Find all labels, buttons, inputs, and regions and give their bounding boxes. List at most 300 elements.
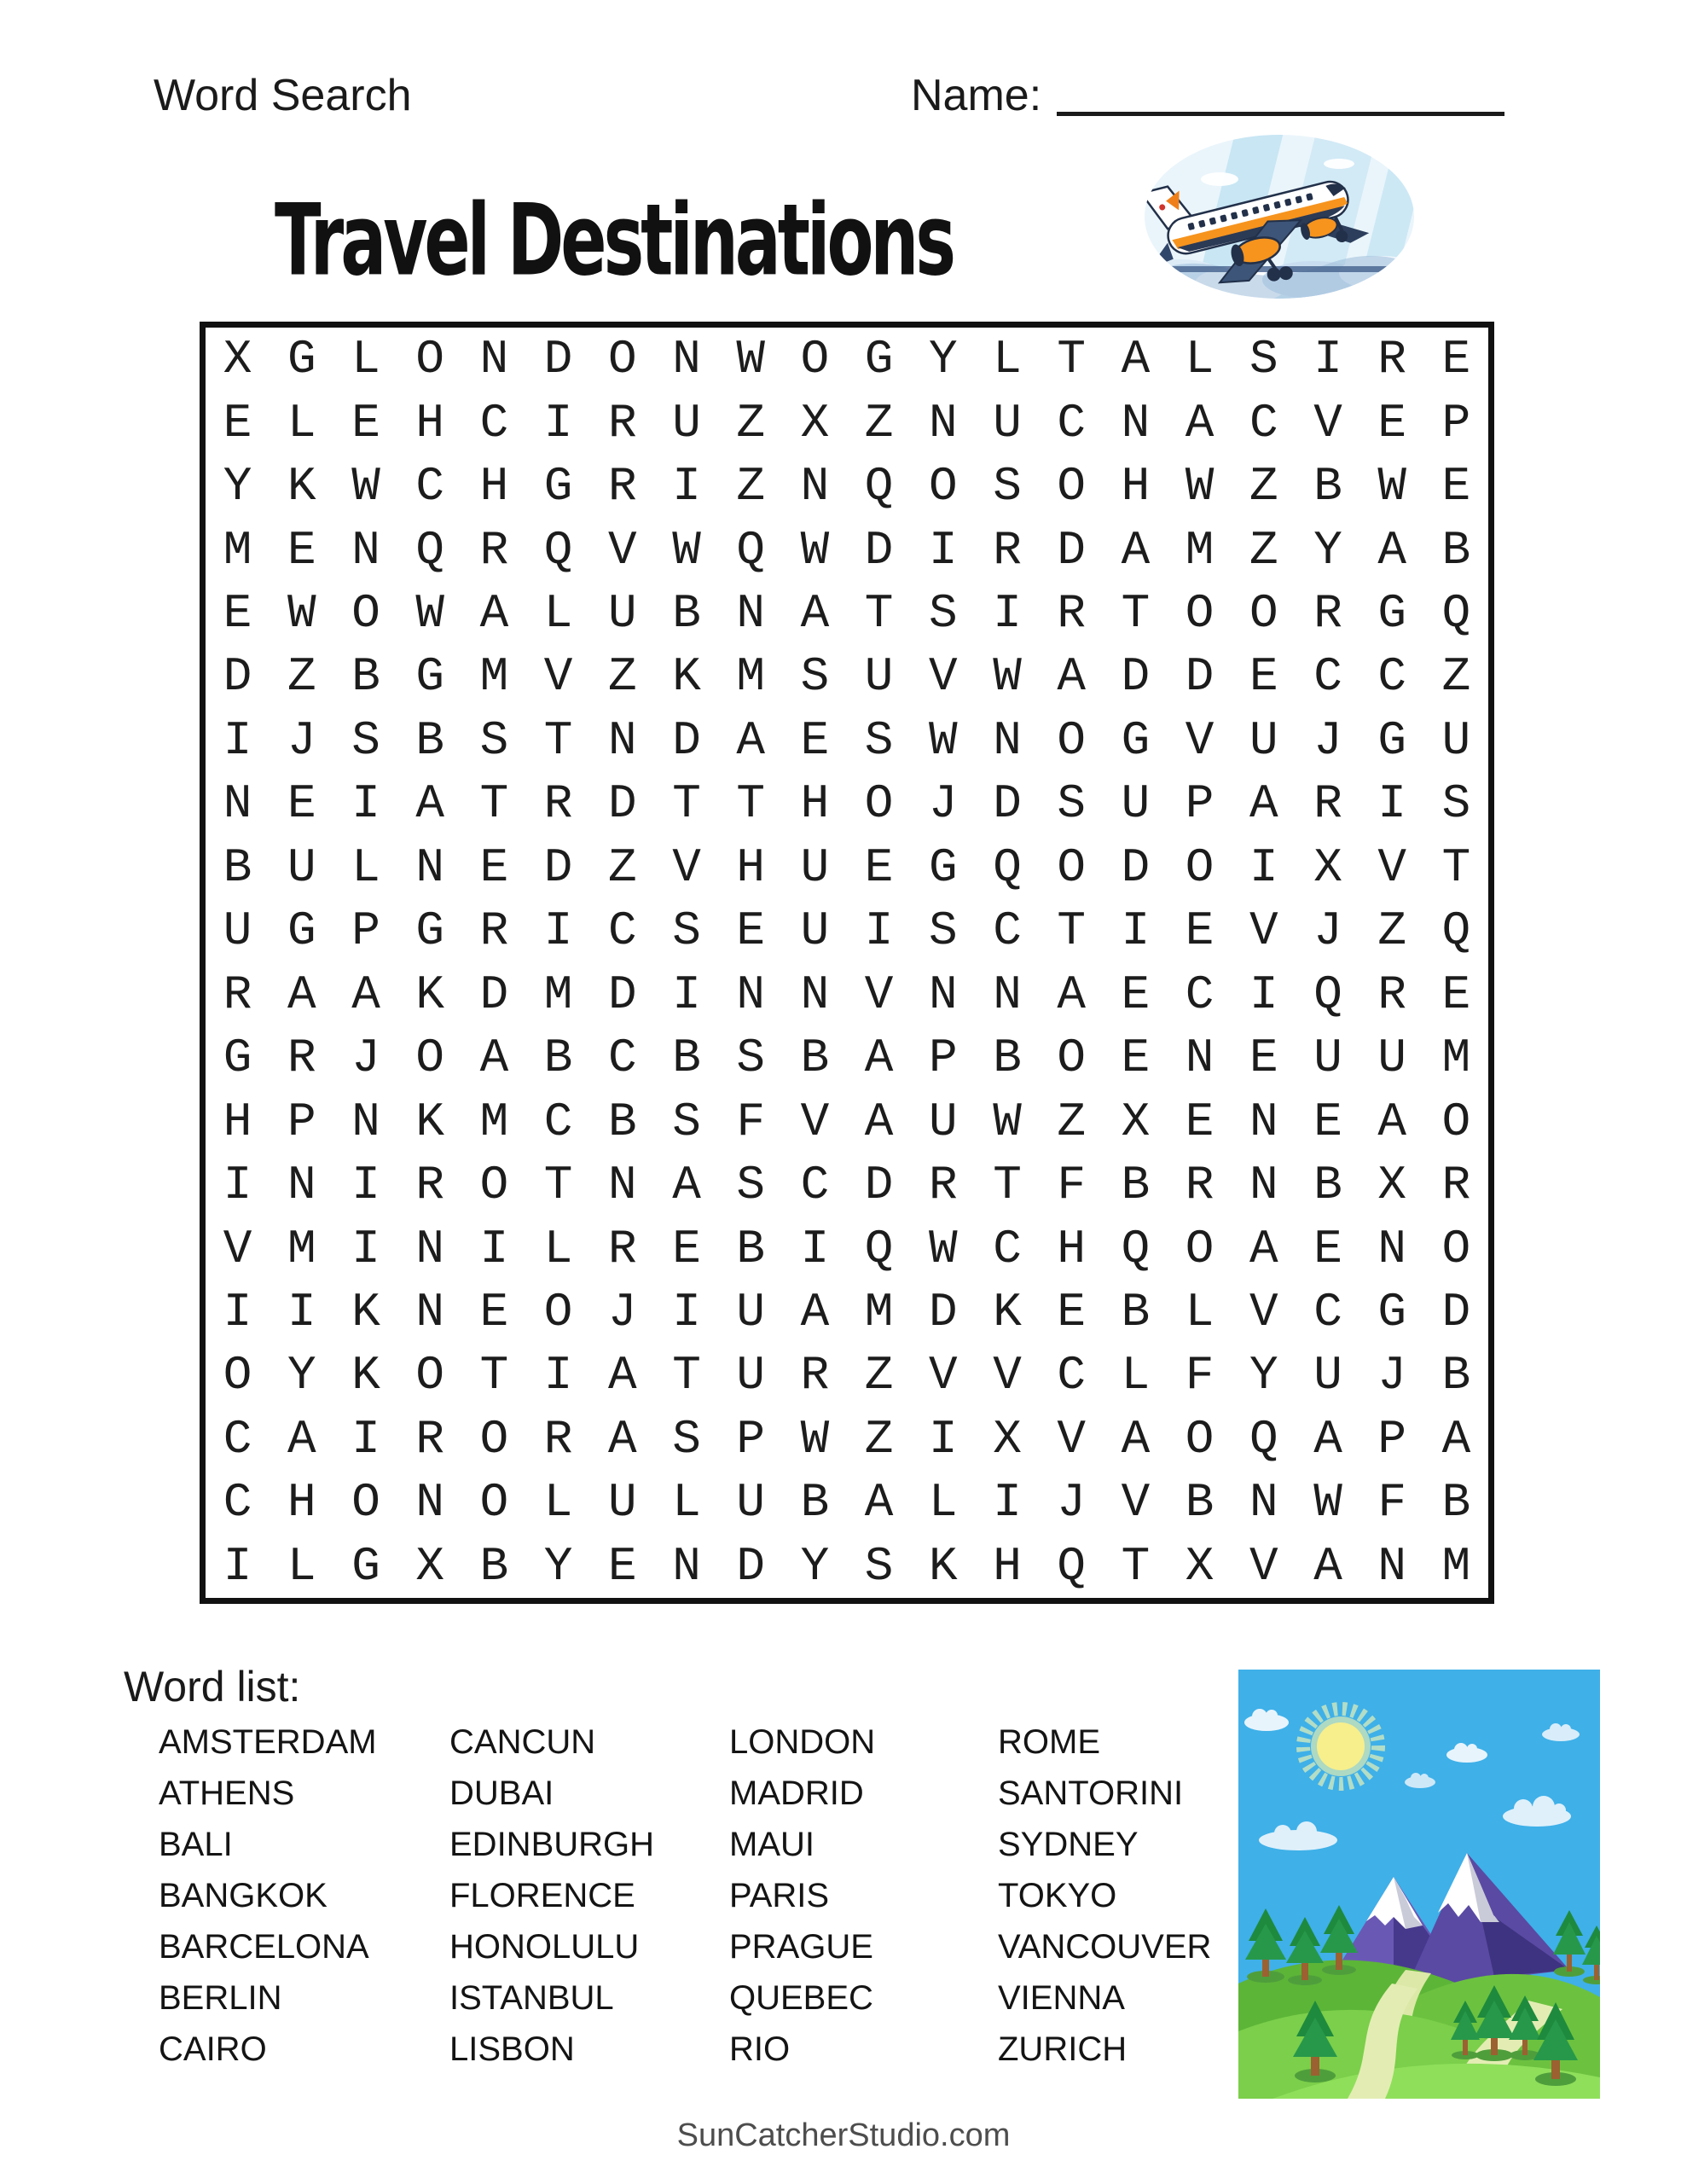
grid-letter: W	[800, 522, 830, 578]
word-list-item: ROME	[998, 1723, 1100, 1761]
grid-letter: L	[928, 1475, 958, 1531]
grid-letter: L	[1121, 1348, 1151, 1403]
grid-letter: O	[415, 1031, 444, 1086]
grid-letter: R	[1441, 1158, 1471, 1213]
grid-letter: X	[1121, 1094, 1151, 1149]
grid-letter: W	[287, 586, 316, 642]
grid-letter: B	[415, 712, 444, 768]
grid-letter: O	[479, 1475, 509, 1531]
word-list-item: PRAGUE	[729, 1928, 873, 1966]
grid-letter: T	[736, 776, 765, 832]
grid-letter: B	[1185, 1475, 1215, 1531]
grid-letter: O	[864, 776, 894, 832]
grid-letter: C	[800, 1158, 830, 1213]
grid-letter: S	[479, 712, 509, 768]
grid-letter: Q	[864, 459, 894, 514]
grid-letter: I	[287, 1284, 316, 1339]
grid-letter: N	[1377, 1538, 1406, 1594]
grid-letter: G	[1377, 1284, 1406, 1339]
grid-letter: I	[543, 903, 573, 959]
grid-letter: V	[928, 649, 958, 705]
grid-letter: T	[479, 776, 509, 832]
grid-letter: L	[993, 332, 1022, 387]
grid-letter: U	[736, 1475, 765, 1531]
grid-letter: A	[672, 1158, 701, 1213]
grid-letter: N	[800, 459, 830, 514]
grid-letter: I	[1377, 776, 1406, 832]
grid-letter: I	[351, 1158, 380, 1213]
grid-letter: E	[1121, 967, 1151, 1022]
grid-letter: I	[672, 1284, 701, 1339]
grid-letter: O	[1185, 1221, 1215, 1276]
grid-letter: Q	[1441, 586, 1471, 642]
grid-letter: X	[800, 395, 830, 450]
grid-letter: A	[607, 1411, 637, 1467]
grid-letter: V	[928, 1348, 958, 1403]
grid-letter: W	[1313, 1475, 1342, 1531]
grid-letter: R	[415, 1158, 444, 1213]
grid-letter: Z	[1377, 903, 1406, 959]
grid-letter: A	[607, 1348, 637, 1403]
grid-letter: X	[415, 1538, 444, 1594]
grid-letter: D	[864, 1158, 894, 1213]
word-list-item: LISBON	[449, 2030, 575, 2068]
grid-letter: N	[1249, 1158, 1278, 1213]
grid-letter: N	[479, 332, 509, 387]
grid-letter: A	[736, 712, 765, 768]
grid-letter: H	[800, 776, 830, 832]
grid-letter: N	[415, 1475, 444, 1531]
grid-letter: S	[672, 903, 701, 959]
grid-letter: Y	[287, 1348, 316, 1403]
word-list-item: CAIRO	[159, 2030, 267, 2068]
grid-letter: V	[223, 1221, 252, 1276]
grid-letter: F	[736, 1094, 765, 1149]
grid-letter: N	[993, 967, 1022, 1022]
grid-letter: S	[928, 586, 958, 642]
grid-letter: X	[1185, 1538, 1215, 1594]
grid-letter: T	[1057, 332, 1086, 387]
grid-letter: C	[415, 459, 444, 514]
grid-letter: N	[928, 967, 958, 1022]
grid-letter: O	[928, 459, 958, 514]
grid-letter: R	[1313, 776, 1342, 832]
grid-letter: K	[993, 1284, 1022, 1339]
grid-letter: Q	[1313, 967, 1342, 1022]
airplane-icon	[1139, 130, 1420, 305]
grid-letter: Q	[1249, 1411, 1278, 1467]
grid-letter: R	[223, 967, 252, 1022]
grid-letter: W	[1377, 459, 1406, 514]
word-list-item: VIENNA	[998, 1979, 1125, 2017]
grid-letter: U	[607, 1475, 637, 1531]
grid-letter: Q	[993, 839, 1022, 895]
word-list-item: AMSTERDAM	[159, 1723, 377, 1761]
grid-letter: L	[672, 1475, 701, 1531]
grid-letter: L	[1185, 332, 1215, 387]
grid-letter: A	[1313, 1538, 1342, 1594]
grid-letter: E	[351, 395, 380, 450]
grid-letter: U	[1249, 712, 1278, 768]
grid-letter: R	[479, 903, 509, 959]
grid-letter: G	[543, 459, 573, 514]
grid-letter: B	[351, 649, 380, 705]
grid-letter: B	[800, 1031, 830, 1086]
grid-letter: D	[543, 839, 573, 895]
grid-letter: N	[736, 586, 765, 642]
grid-letter: O	[1057, 459, 1086, 514]
grid-letter: O	[1057, 839, 1086, 895]
grid-letter: N	[1121, 395, 1151, 450]
grid-letter: A	[1377, 1094, 1406, 1149]
grid-letter: S	[736, 1158, 765, 1213]
grid-letter: D	[543, 332, 573, 387]
grid-letter: G	[1377, 586, 1406, 642]
grid-letter: B	[672, 1031, 701, 1086]
grid-letter: Z	[1249, 522, 1278, 578]
grid-letter: E	[287, 522, 316, 578]
grid-letter: O	[415, 1348, 444, 1403]
grid-letter: R	[928, 1158, 958, 1213]
grid-letter: Z	[287, 649, 316, 705]
grid-letter: V	[672, 839, 701, 895]
grid-letter: G	[287, 903, 316, 959]
grid-letter: T	[864, 586, 894, 642]
grid-letter: B	[479, 1538, 509, 1594]
grid-letter: L	[351, 839, 380, 895]
grid-letter: Y	[1313, 522, 1342, 578]
grid-letter: N	[415, 1284, 444, 1339]
grid-letter: E	[1057, 1284, 1086, 1339]
grid-letter: D	[1121, 649, 1151, 705]
grid-letter: G	[223, 1031, 252, 1086]
word-list-item: BERLIN	[159, 1979, 282, 2017]
grid-letter: C	[1313, 1284, 1342, 1339]
word-list-item: BALI	[159, 1826, 233, 1863]
grid-letter: I	[993, 1475, 1022, 1531]
grid-letter: V	[993, 1348, 1022, 1403]
grid-letter: Q	[864, 1221, 894, 1276]
grid-letter: L	[543, 1221, 573, 1276]
grid-letter: K	[928, 1538, 958, 1594]
grid-letter: A	[1121, 522, 1151, 578]
grid-letter: S	[1249, 332, 1278, 387]
grid-letter: S	[672, 1094, 701, 1149]
grid-letter: L	[351, 332, 380, 387]
grid-letter: O	[1249, 586, 1278, 642]
grid-letter: N	[351, 1094, 380, 1149]
grid-letter: X	[1313, 839, 1342, 895]
grid-letter: T	[1057, 903, 1086, 959]
word-list-column	[159, 1716, 377, 2075]
grid-letter: I	[543, 395, 573, 450]
grid-letter: T	[479, 1348, 509, 1403]
grid-letter: N	[223, 776, 252, 832]
grid-letter: I	[672, 459, 701, 514]
grid-letter: O	[1057, 712, 1086, 768]
grid-letter: D	[1185, 649, 1215, 705]
grid-letter: I	[928, 522, 958, 578]
grid-letter: L	[287, 1538, 316, 1594]
grid-letter: C	[607, 903, 637, 959]
grid-letter: O	[415, 332, 444, 387]
grid-letter: A	[415, 776, 444, 832]
grid-letter: S	[351, 712, 380, 768]
grid-letter: R	[1377, 967, 1406, 1022]
grid-letter: O	[800, 332, 830, 387]
grid-letter: O	[1057, 1031, 1086, 1086]
footer-credit: SunCatcherStudio.com	[676, 2117, 1011, 2153]
grid-letter: V	[1377, 839, 1406, 895]
grid-letter: B	[607, 1094, 637, 1149]
grid-letter: V	[1249, 903, 1278, 959]
grid-letter: Q	[736, 522, 765, 578]
grid-letter: E	[1377, 395, 1406, 450]
puzzle-grid	[200, 322, 1494, 1604]
grid-letter: A	[864, 1475, 894, 1531]
grid-letter: N	[1377, 1221, 1406, 1276]
grid-letter: U	[800, 903, 830, 959]
grid-letter: A	[1313, 1411, 1342, 1467]
word-list-item: FLORENCE	[449, 1877, 635, 1914]
airplane-illustration	[1139, 130, 1420, 305]
word-list-item: ZURICH	[998, 2030, 1128, 2068]
grid-letter: D	[1057, 522, 1086, 578]
grid-letter: U	[928, 1094, 958, 1149]
word-list-item: DUBAI	[449, 1774, 554, 1812]
grid-letter: Z	[864, 395, 894, 450]
grid-letter: N	[800, 967, 830, 1022]
grid-letter: T	[543, 712, 573, 768]
grid-letter: J	[1057, 1475, 1086, 1531]
grid-letter: F	[1185, 1348, 1215, 1403]
grid-letter: O	[543, 1284, 573, 1339]
grid-letter: H	[993, 1538, 1022, 1594]
grid-letter: V	[1249, 1284, 1278, 1339]
grid-letter: P	[1185, 776, 1215, 832]
grid-letter: Z	[1057, 1094, 1086, 1149]
grid-letter: I	[672, 967, 701, 1022]
grid-letter: S	[736, 1031, 765, 1086]
grid-letter: M	[1185, 522, 1215, 578]
grid-letter: B	[1313, 459, 1342, 514]
grid-letter: E	[1313, 1221, 1342, 1276]
grid-letter: A	[1249, 1221, 1278, 1276]
grid-letter: D	[607, 776, 637, 832]
grid-letter: G	[1121, 712, 1151, 768]
grid-letter: A	[1249, 776, 1278, 832]
grid-letter: O	[1441, 1221, 1471, 1276]
word-list-item: ISTANBUL	[449, 1979, 614, 2017]
grid-letter: B	[736, 1221, 765, 1276]
grid-letter: E	[864, 839, 894, 895]
grid-letter: V	[607, 522, 637, 578]
grid-letter: R	[607, 1221, 637, 1276]
grid-letter: N	[607, 712, 637, 768]
grid-letter: R	[993, 522, 1022, 578]
word-list-item: VANCOUVER	[998, 1928, 1212, 1966]
grid-letter: O	[479, 1158, 509, 1213]
grid-letter: Y	[543, 1538, 573, 1594]
grid-letter: E	[1313, 1094, 1342, 1149]
grid-letter: E	[800, 712, 830, 768]
grid-letter: A	[479, 1031, 509, 1086]
grid-letter: E	[287, 776, 316, 832]
grid-letter: H	[223, 1094, 252, 1149]
grid-letter: A	[287, 1411, 316, 1467]
grid-letter: T	[672, 776, 701, 832]
grid-letter: M	[479, 1094, 509, 1149]
grid-letter: M	[864, 1284, 894, 1339]
grid-letter: V	[1185, 712, 1215, 768]
grid-letter: U	[736, 1348, 765, 1403]
grid-letter: D	[672, 712, 701, 768]
grid-letter: V	[1313, 395, 1342, 450]
grid-letter: I	[351, 1411, 380, 1467]
grid-letter: Z	[1441, 649, 1471, 705]
grid-letter: C	[1377, 649, 1406, 705]
grid-letter: L	[543, 1475, 573, 1531]
grid-letter: X	[223, 332, 252, 387]
grid-letter: M	[479, 649, 509, 705]
grid-letter: U	[800, 839, 830, 895]
grid-letter: U	[223, 903, 252, 959]
grid-letter: W	[928, 1221, 958, 1276]
grid-letter: V	[1121, 1475, 1151, 1531]
grid-letter: P	[928, 1031, 958, 1086]
grid-letter: C	[1057, 395, 1086, 450]
grid-letter: B	[543, 1031, 573, 1086]
grid-letter: U	[287, 839, 316, 895]
grid-letter: D	[479, 967, 509, 1022]
grid-letter: M	[736, 649, 765, 705]
grid-letter: W	[800, 1411, 830, 1467]
grid-letter: C	[1057, 1348, 1086, 1403]
grid-letter: A	[351, 967, 380, 1022]
grid-letter: W	[928, 712, 958, 768]
grid-letter: U	[1377, 1031, 1406, 1086]
grid-letter: U	[1441, 712, 1471, 768]
grid-letter: N	[928, 395, 958, 450]
grid-letter: B	[1313, 1158, 1342, 1213]
grid-letter: G	[1377, 712, 1406, 768]
grid-letter: R	[543, 1411, 573, 1467]
name-blank-line	[1057, 112, 1504, 116]
grid-letter: U	[1313, 1348, 1342, 1403]
grid-letter: N	[993, 712, 1022, 768]
mountain-scene-icon	[1238, 1670, 1600, 2099]
grid-letter: O	[351, 1475, 380, 1531]
grid-letter: E	[736, 903, 765, 959]
grid-letter: Z	[736, 395, 765, 450]
grid-letter: X	[993, 1411, 1022, 1467]
grid-letter: D	[223, 649, 252, 705]
word-list-column	[449, 1716, 654, 2075]
grid-letter: C	[1313, 649, 1342, 705]
word-list-item: MADRID	[729, 1774, 864, 1812]
mountain-landscape-illustration	[1238, 1670, 1600, 2099]
grid-letter: N	[415, 839, 444, 895]
word-list-item: TOKYO	[998, 1877, 1117, 1914]
grid-letter: I	[223, 712, 252, 768]
word-list-item: QUEBEC	[729, 1979, 873, 2017]
grid-letter: K	[415, 967, 444, 1022]
grid-letter: T	[543, 1158, 573, 1213]
page-title: Travel Destinations	[275, 183, 953, 298]
grid-letter: O	[1185, 586, 1215, 642]
grid-letter: C	[543, 1094, 573, 1149]
grid-letter: U	[864, 649, 894, 705]
grid-letter: N	[1185, 1031, 1215, 1086]
grid-letter: U	[736, 1284, 765, 1339]
grid-letter: C	[223, 1475, 252, 1531]
grid-letter: T	[993, 1158, 1022, 1213]
grid-letter: J	[928, 776, 958, 832]
grid-letter: I	[543, 1348, 573, 1403]
grid-letter: D	[1121, 839, 1151, 895]
grid-letter: J	[1313, 712, 1342, 768]
grid-letter: O	[223, 1348, 252, 1403]
grid-letter: K	[672, 649, 701, 705]
grid-letter: G	[864, 332, 894, 387]
grid-letter: N	[672, 1538, 701, 1594]
grid-letter: C	[993, 1221, 1022, 1276]
grid-letter: U	[1313, 1031, 1342, 1086]
grid-letter: O	[1441, 1094, 1471, 1149]
grid-letter: A	[479, 586, 509, 642]
word-list-item: SYDNEY	[998, 1826, 1139, 1863]
grid-letter: D	[928, 1284, 958, 1339]
grid-letter: K	[351, 1348, 380, 1403]
grid-letter: G	[351, 1538, 380, 1594]
grid-letter: L	[1185, 1284, 1215, 1339]
grid-letter: S	[993, 459, 1022, 514]
grid-letter: I	[800, 1221, 830, 1276]
grid-letter: I	[1249, 839, 1278, 895]
grid-letter: F	[1377, 1475, 1406, 1531]
grid-letter: M	[223, 522, 252, 578]
grid-letter: W	[736, 332, 765, 387]
word-list-item: CANCUN	[449, 1723, 596, 1761]
grid-letter: Z	[736, 459, 765, 514]
grid-letter: U	[1121, 776, 1151, 832]
grid-letter: Y	[223, 459, 252, 514]
grid-letter: O	[351, 586, 380, 642]
grid-letter: B	[1441, 1475, 1471, 1531]
grid-letter: A	[1121, 1411, 1151, 1467]
grid-letter: H	[479, 459, 509, 514]
word-list-item: BANGKOK	[159, 1877, 328, 1914]
grid-letter: D	[993, 776, 1022, 832]
name-field	[911, 70, 1504, 121]
grid-letter: Q	[1057, 1538, 1086, 1594]
grid-letter: S	[928, 903, 958, 959]
grid-letter: R	[1185, 1158, 1215, 1213]
word-list-item: EDINBURGH	[449, 1826, 655, 1863]
grid-letter: P	[287, 1094, 316, 1149]
grid-letter: A	[1057, 967, 1086, 1022]
grid-letter: R	[543, 776, 573, 832]
grid-letter: H	[287, 1475, 316, 1531]
grid-letter: E	[1249, 1031, 1278, 1086]
word-list-item: RIO	[729, 2030, 791, 2068]
grid-letter: I	[223, 1158, 252, 1213]
grid-letter: N	[1249, 1094, 1278, 1149]
grid-letter: T	[672, 1348, 701, 1403]
word-list-item: MAUI	[729, 1826, 815, 1863]
grid-letter: K	[287, 459, 316, 514]
grid-letter: E	[223, 395, 252, 450]
